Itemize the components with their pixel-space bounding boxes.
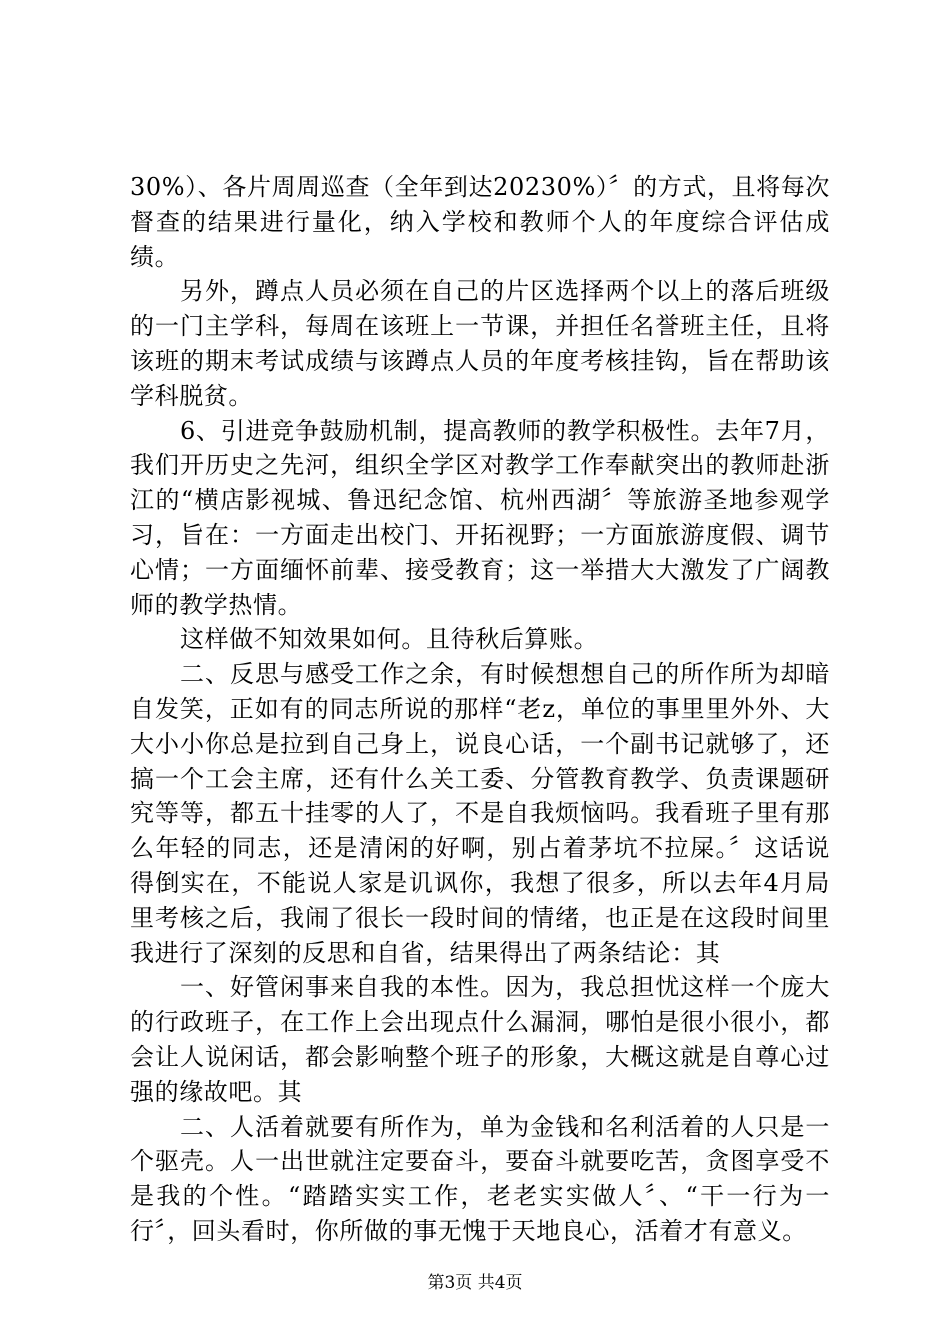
paragraph-reflection: 二、反思与感受工作之余，有时候想想自己的所作所为却暗自发笑，正如有的同志所说的那样“老z，单位的事里里外外、大大小小你总是拉到自己身上，说良心话，一个副书记就够了，还搞一个工会主席，还有什么关工委、分管教育教学、负责课题研究等等，都五十挂零的人了，不是自我烦恼吗。我看班子里有那么年轻的同志，还是清闲的好啊，别占着茅坑不拉屎。〞这话说得倒实在，不能说人家是讥讽你，我想了很多，所以去年4月局里考核之后，我闹了很长一段时间的情绪，也正是在这段时间里我进行了深刻的反思和自省，结果得出了两条结论：其 [130, 660, 830, 967]
paragraph-effect-unknown: 这样做不知效果如何。且待秋后算账。 [180, 625, 599, 654]
paragraph-squatting-staff: 另外，蹲点人员必须在自己的片区选择两个以上的落后班级的一门主学科，每周在该班上一节课，并担任名誉班主任，且将该班的期末考试成绩与该蹲点人员的年度考核挂钩，旨在帮助该学科脱贫。 [130, 277, 830, 410]
paragraph-conclusion-one: 一、好管闲事来自我的本性。因为，我总担忧这样一个庞大的行政班子，在工作上会出现点什么漏洞，哪怕是很小很小，都会让人说闲话，都会影响整个班子的形象，大概这就是自尊心过强的缘故吧。其 [130, 973, 830, 1106]
paragraph-incentive-mechanism: 6、引进竞争鼓励机制，提高教师的教学积极性。去年7月，我们开历史之先河，组织全学区对教学工作奉献突出的教师赴浙江的“横店影视城、鲁迅纪念馆、杭州西湖〞等旅游圣地参观学习，旨在：一方面走出校门、开拓视野；一方面旅游度假、调节心情；一方面缅怀前辈、接受教育；这一举措大大激发了广阔教师的教学热情。 [130, 416, 830, 619]
paragraph-conclusion-two: 二、人活着就要有所作为，单为金钱和名利活着的人只是一个驱壳。人一出世就注定要奋斗，要奋斗就要吃苦，贪图享受不是我的个性。“踏踏实实工作，老老实实做人〞、“干一行为一行〞，回头看时，你所做的事无愧于天地良心，活着才有意义。 [130, 1112, 830, 1245]
page-number-footer: 第3页 共4页 [427, 1273, 523, 1293]
paragraph-continuation: 30%）、各片周周巡查（全年到达20230%）〞的方式，且将每次督查的结果进行量化，纳入学校和教师个人的年度综合评估成绩。 [130, 173, 830, 271]
document-body [130, 170, 830, 1249]
